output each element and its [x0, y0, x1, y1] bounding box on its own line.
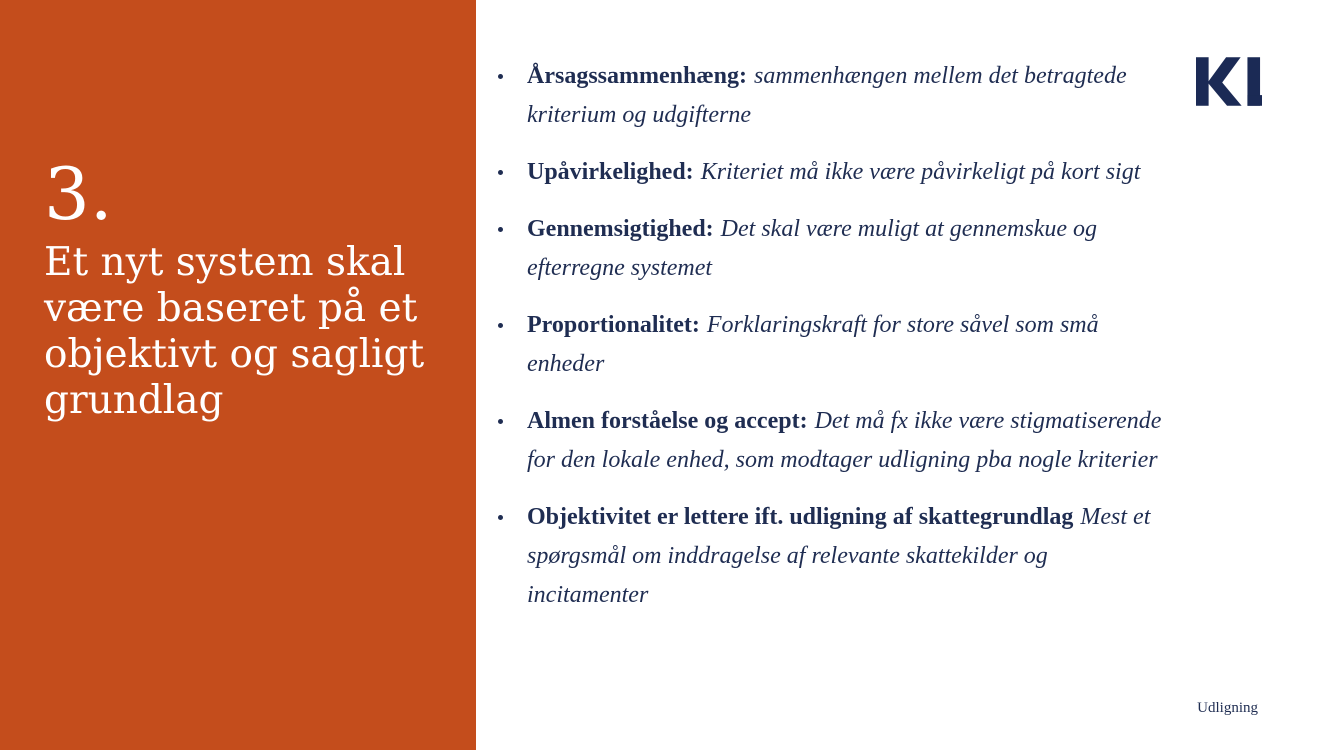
bullet-item: [496, 498, 1168, 615]
bullet-lead: Almen forståelse og accept:: [527, 408, 808, 434]
bullet-icon: [498, 227, 503, 232]
slide-body: [476, 0, 1333, 750]
bullet-item: [496, 57, 1168, 135]
kl-logo-icon: [1196, 57, 1262, 106]
bullet-item: [496, 153, 1168, 192]
bullet-icon: [498, 323, 503, 328]
left-color-panel: [0, 0, 476, 750]
bullet-text: Forklaringskraft for store såvel som små enheder: [527, 312, 1099, 377]
kl-logo: [1196, 57, 1262, 106]
slide-title-line: Et nyt system skal: [44, 240, 406, 285]
bullet-lead: Gennemsigtighed:: [527, 216, 714, 242]
bullet-item: [496, 306, 1168, 384]
bullet-lead: Upåvirkelighed:: [527, 159, 694, 185]
slide-title: [44, 240, 424, 424]
bullet-icon: [498, 515, 503, 520]
footer-label: Udligning: [1197, 700, 1258, 716]
slide-title-line: være baseret på et: [44, 286, 418, 331]
bullet-text: Kriteriet må ikke være påvirkeligt på kort sigt: [700, 159, 1141, 185]
bullet-lead: Objektivitet er lettere ift. udligning af skattegrundlag: [527, 504, 1074, 530]
bullet-list: [496, 57, 1168, 633]
bullet-text: Det skal være muligt at gennemskue og efterregne systemet: [527, 216, 1098, 281]
bullet-lead: Proportionalitet:: [527, 312, 700, 338]
slide-section-number: 3.: [44, 152, 113, 236]
bullet-icon: [498, 74, 503, 79]
bullet-text: Mest et spørgsmål om inddragelse af relevante skattekilder og incitamenter: [527, 504, 1151, 608]
slide-title-line: objektivt og sagligt: [44, 332, 425, 377]
bullet-icon: [498, 419, 503, 424]
bullet-text: sammenhængen mellem det betragtede kriterium og udgifterne: [527, 63, 1127, 128]
bullet-item: [496, 402, 1168, 480]
bullet-lead: Årsagssammenhæng:: [527, 63, 748, 89]
bullet-item: [496, 210, 1168, 288]
bullet-icon: [498, 170, 503, 175]
bullet-text: Det må fx ikke være stigmatiserende for den lokale enhed, som modtager udligning pba nogle kriterier: [527, 408, 1162, 473]
slide-title-line: grundlag: [44, 378, 224, 423]
